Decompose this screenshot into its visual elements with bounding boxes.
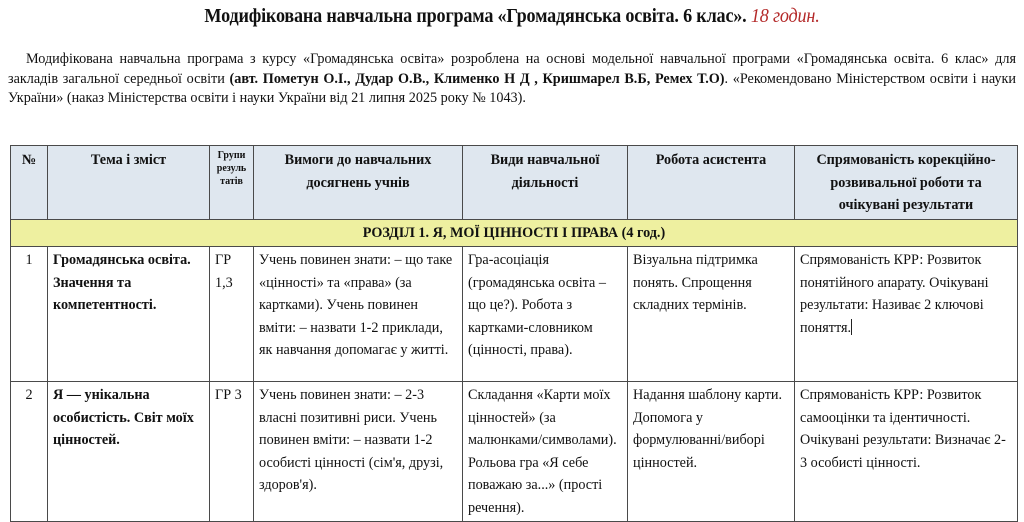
cell-activities[interactable]: Складання «Карти моїх цінностей» (за малюнками/символами). Рольова гра «Я себе поважаю за...» (прості речення). (463, 382, 628, 522)
cell-correction[interactable] (795, 247, 1018, 382)
title-hours: 18 годин. (750, 6, 820, 27)
header-number: № (11, 146, 48, 220)
text-cursor (851, 319, 852, 335)
cell-requirements[interactable]: Учень повинен знати: – що таке «цінності» та «права» (за картками). Учень повинен вміти: – назвати 1-2 приклади, як навчання допомагає у житті. (254, 247, 463, 382)
table-row (11, 382, 1018, 522)
header-groups: Групи резуль татів (210, 146, 254, 220)
table-row (11, 247, 1018, 382)
cell-number[interactable]: 1 (11, 247, 48, 382)
table-header-row (11, 146, 1018, 220)
cell-group[interactable]: ГР 3 (210, 382, 254, 522)
header-requirements: Вимоги до навчальних досягнень учнів (254, 146, 463, 220)
section-row (11, 219, 1018, 247)
cell-requirements[interactable]: Учень повинен знати: – 2-3 власні позитивні риси. Учень повинен вміти: – назвати 1-2 особисті цінності (сім'я, друзі, здоров'я). (254, 382, 463, 522)
cell-topic[interactable]: Громадянська освіта. Значення та компетентності. (48, 247, 210, 382)
cell-activities[interactable]: Гра-асоціація (громадянська освіта – що це?). Робота з картками-словником (цінності, права). (463, 247, 628, 382)
header-assistant: Робота асистента (628, 146, 795, 220)
intro-part1: Модифікована навчальна програма з курсу «Громадянська освіта» розроблена на основі модельної навчальної програми «Громадянська освіта. 6 клас» для закладів загальної середньої освіти (8, 51, 1016, 87)
cell-correction-text: Спрямованість КРР: Розвиток понятійного апарату. Очікувані результати: Називає 2 ключові поняття. (800, 252, 989, 336)
document-title (36, 4, 988, 30)
header-topic: Тема і зміст (48, 146, 210, 220)
cell-number[interactable]: 2 (11, 382, 48, 522)
header-activities: Види навчальної діяльності (463, 146, 628, 220)
cell-topic[interactable]: Я — унікальна особистість. Світ моїх цінностей. (48, 382, 210, 522)
cell-assistant[interactable]: Надання шаблону карти. Допомога у формулюванні/виборі цінностей. (628, 382, 795, 522)
title-text: Модифікована навчальна програма «Громадянська освіта. 6 клас». (204, 6, 747, 27)
intro-part2: . «Рекомендовано Міністерством освіти і науки України» (наказ Міністерства освіти і науки України від 21 липня 2025 року № 1043). (8, 70, 1016, 106)
section-title[interactable]: РОЗДІЛ 1. Я, МОЇ ЦІННОСТІ І ПРАВА (4 год.) (11, 219, 1018, 247)
cell-correction[interactable]: Спрямованість КРР: Розвиток самооцінки та ідентичності. Очікувані результати: Визначає 2-3 особисті цінності. (795, 382, 1018, 522)
program-table[interactable] (10, 145, 1018, 522)
header-correction: Спрямованість корекційно-розвивальної роботи та очікувані результати (795, 146, 1018, 220)
cell-group[interactable]: ГР 1,3 (210, 247, 254, 382)
intro-paragraph[interactable] (8, 50, 1016, 109)
cell-assistant[interactable]: Візуальна підтримка понять. Спрощення складних термінів. (628, 247, 795, 382)
intro-authors: (авт. Пометун О.І., Дудар О.В., Клименко Н Д , Кришмарел В.Б, Ремех Т.О) (229, 70, 725, 87)
